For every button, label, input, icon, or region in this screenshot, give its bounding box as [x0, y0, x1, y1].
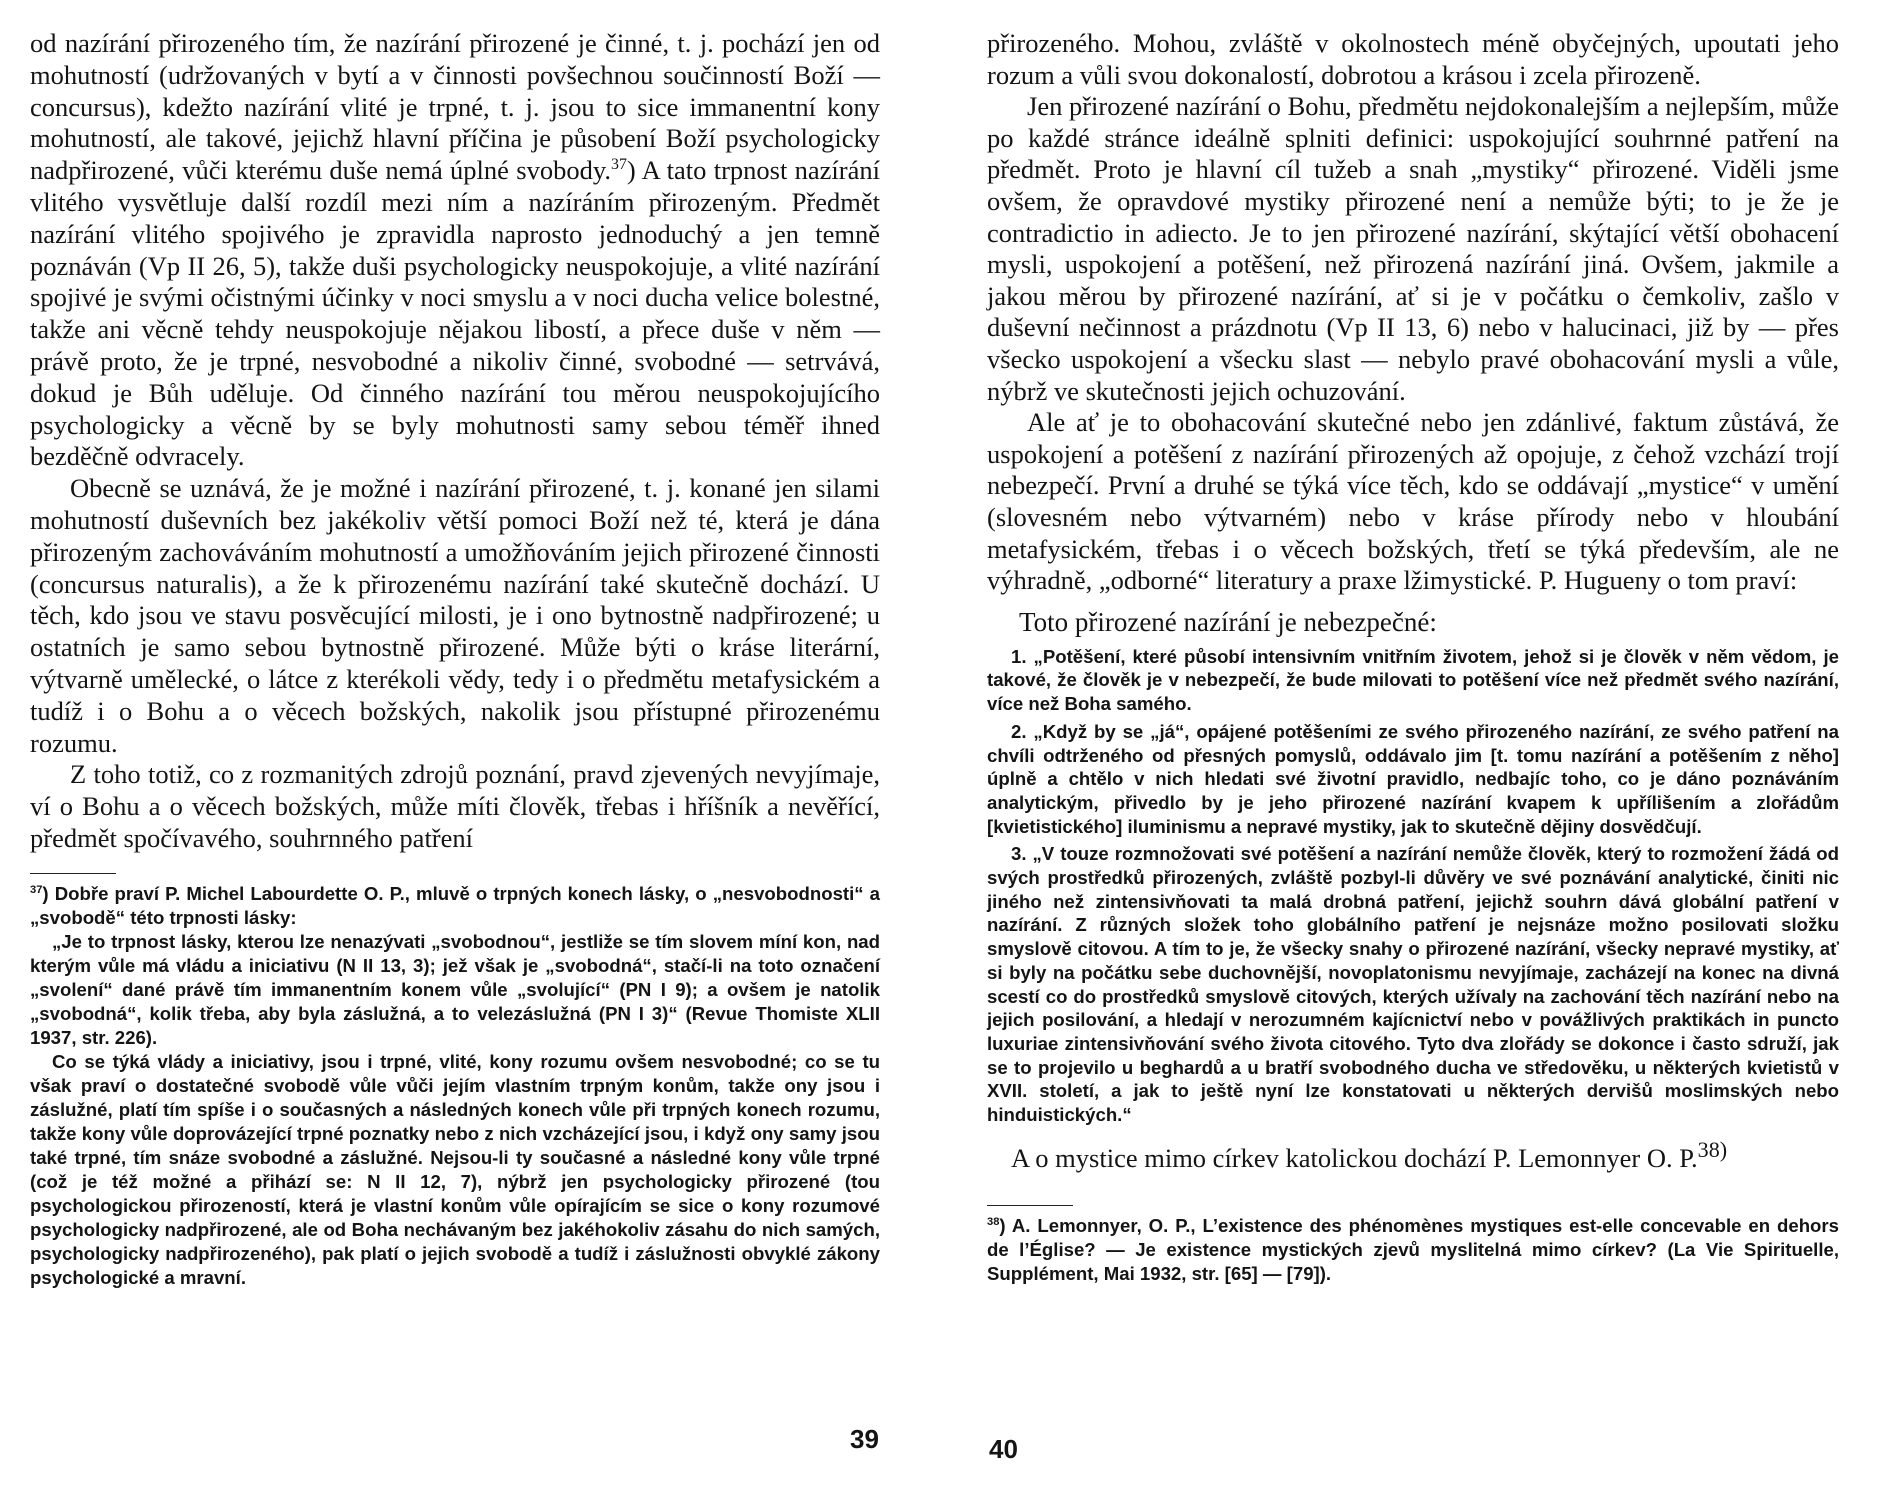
left-page-column [30, 28, 880, 1290]
right-page [939, 0, 1878, 1500]
right-footnotes [987, 1214, 1839, 1286]
left-footnotes [30, 882, 880, 1290]
footnote-divider [987, 1205, 1073, 1206]
footnote-marker: 38 [987, 1215, 1000, 1228]
footnote-paragraph: Co se týká vlády a iniciativy, jsou i trpné, vlité, kony rozumu ovšem nesvobodné; co se tu však praví o dostatečné svobodě vůle vůči jejím vlastním trpným konům, takže ony jsou i záslužné, platí tím spíše i o současných a následných konech vůle při trpných konech rozumu, takže kony vůle doprovázející trpné poznatky nebo z nich vzcházející jsou, i když ony samy jsou také trpné, tím snáze svobodné a záslužné. Nejsou-li ty současné a následné kony vůle trpné (což je též možné a přihází se: N II 12, 7), nýbrž jen psychologicky přirozené (tou psychologickou přirozeností, která je vlastní konům vůle opírajícím se sice o kony rozumové psychologicky nadpřirozené, ale od Boha nechávaným bez jakéhokoliv zásahu do nich samých, psychologicky nadpřirozeného), pak platí o jejich svobodě a tudíž i záslužnosti obvyklé zákony psychologické a mravní. [30, 1050, 880, 1288]
page-number-right: 40 [989, 1434, 1018, 1464]
footnote-ref: 37 [611, 156, 627, 174]
footnote-paragraph: $^{37}$) Dobře praví P. Michel Labourdette O. P., mluvě o trpných konech lásky, o „nesvobodnosti“ a „svobodě“ této trpnosti lásky: [30, 882, 881, 928]
body-paragraph: přirozeného. Mohou, zvláště v okolnostech méně obyčejných, upoutati jeho rozum a vůli svou dokonalostí, dobrotou a krásou i zcela přirozeně. [987, 28, 1839, 90]
right-page-column [987, 28, 1839, 1286]
right-body-text [987, 28, 1839, 597]
quote-item: 3. „V touze rozmnožovati své potěšení a nazírání nemůže člověk, který to rozmožení žádá od svých prostředků přirozených, zvláště pozbyl-li důvěry ve své poznávání analytické, činiti nic jiného než zintensivňovati ta malá drobná patření, jejichž souhrn dává globální patření v nazírání. Z různých složek toho globálního patření je nejsnáze možno posilovati složku smyslově citovou. A tím to je, že všecky snahy o přirozené nazírání, všecky nepravé mystiky, ať si byly na počátku sebe duchovnější, novoplatonismu nevyjímaje, zacházejí na konec na divná scestí co do prostředků smyslově citových, kterých užívaly na zachování těch nazírání nebo na jejich posilování, a hledají v nerozumném kajícnictví nebo v povážlivých praktikách in puncto luxuriae zintensivňování svého života citového. Tyto dva zlořády se dokonce i často sdruží, jak se to projevilo u beghardů a u bratří svobodného ducha ve středověku, u některých kvietistů v XVII. století, a jak to ještě nyní lze konstatovati u některých dervišů moslimských nebo hinduistických.“ [987, 843, 1839, 1126]
quote-heading: Toto přirozené nazírání je nebezpečné: [1019, 606, 1437, 637]
footnote-paragraph: „Je to trpnost lásky, kterou lze nenazývati „svobodnou“, jestliže se tím slovem míní kon, nad kterým vůle má vládu a iniciativu (N II 13, 3); jež však je „svobodná“, stačí-li na toto označení „svolení“ dané právě tím immanentním konem vůle „svolující“ (PN I 9); a ovšem je natolik „svobodná“, kolik třeba, aby byla záslužná, a to velezáslužná (PN I 3)“ (Revue Thomiste XLII 1937, str. 226). [30, 930, 880, 1048]
body-paragraph: od nazírání přirozeného tím, že nazírání přirozené je činné, t. j. pochází jen od mohutností (udržovaných v bytí a v činnosti povšechnou součinností Boží — concursus), kdežto nazírání vlité je trpné, t. j. jsou to sice immanentní kony mohutností, ale takové, jejichž hlavní příčina je působení Boží psychologicky nadpřirozené, vůči kterému duše nemá úplné svobody.$^{37}$) A tato trpnost nazírání vlitého vysvětluje další rozdíl mezi ním a nazíráním přirozeným. Předmět nazírání vlitého spojivého je zpravidla naprosto jednoduchý a jen temně poznáván (Vp II 26, 5), takže duši psychologicky neuspokojuje, a vlité nazírání spojivé je svými očistnými účinky v noci smyslu a v noci ducha velice bolestné, takže ani věcně tehdy neuspokojuje nějakou libostí, a přece duše v něm — právě proto, že je trpné, nesvobodné a nikoliv činné, svobodné — setrvává, dokud je Bůh uděluje. Od činného nazírání tou měrou neuspokojujícího psychologicky a věcně by se byly mohutnosti samy sebou téměř ihned bezděčně odvracely. [30, 28, 880, 472]
quote-item: 1. „Potěšení, které působí intensivním vnitřním životem, jehož si je člověk v něm vědom, je takové, že člověk je v nebezpečí, že bude milovati to potěšení více než předmět svého nazírání, více než Boha samého. [987, 645, 1839, 715]
quote-item: 2. „Když by se „já“, opájené potěšeními ze svého přirozeného nazírání, ze svého patření na chvíli odtrženého od přesných pomyslů, oddávalo jim [t. tomu nazírání a potěšením z něho] úplně a chtělo v nich hledati své životní pravidlo, nedbajíc toho, co je dáno poznáváním analytickým, přivedlo by je jeho přirozené nazírání kvapem k upřílišením a zlořádům [kvietistického] iluminismu a nepravé mystiky, jak to skutečně dějiny dosvědčují. [987, 720, 1839, 837]
footnote-marker: 37 [30, 883, 43, 896]
footnote-paragraph: $^{38}$) A. Lemonnyer, O. P., L’existence des phénomènes mystiques est-elle concevable en dehors de l’Église? — Je existence mystických zjevů myslitelná mimo církev? (La Vie Spirituelle, Supplément, Mai 1932, str. [65] — [79]). [987, 1214, 1839, 1284]
left-body-text [30, 28, 880, 855]
page-number-left: 39 [850, 1424, 879, 1454]
footnote-divider [30, 873, 116, 874]
body-paragraph: Ale ať je to obohacování skutečné nebo jen zdánlivé, faktum zůstává, že uspokojení a potěšení z nazírání přirozených až opojuje, z čehož vzchází trojí nebezpečí. První a druhé se týká více těch, kdo se oddávají „mystice“ v umění (slovesném nebo výtvarném) nebo v kráse přírody nebo v hloubání metafysickém, třebas i o věcech božských, třetí se týká především, ale ne výhradně, „odborné“ literatury a praxe lžimystické. P. Hugueny o tom praví: [987, 407, 1839, 596]
closing-sentence: A o mystice mimo církev katolickou dochází P. Lemonnyer O. P.$^{38)}$ [1011, 1136, 1728, 1173]
body-paragraph: Z toho totiž, co z rozmanitých zdrojů poznání, pravd zjevených nevyjímaje, ví o Bohu a o věcech božských, může míti člověk, třebas i hříšník a nevěřící, předmět spočívavého, souhrnného patření [30, 759, 880, 853]
body-paragraph: Jen přirozené nazírání o Bohu, předmětu nejdokonalejším a nejlepším, může po každé stránce ideálně splniti definici: uspokojující souhrnné patření na předmět. Proto je hlavní cíl tužeb a snah „mystiky“ přirozené. Viděli jsme ovšem, že opravdové mystiky přirozené není a nemůže býti; to je že je contradictio in adiecto. Je to jen přirozené nazírání, skýtající větší obohacení mysli, uspokojení a potěšení, než přirozená nazírání jiná. Ovšem, jakmile a jakou měrou by přirozené nazírání, ať si je v počátku o čemkoliv, zašlo v duševní nečinnost a prázdnotu (Vp II 13, 6) nebo v halucinaci, již by — přes všecko uspokojení a všecku slast — nebylo pravé obohacování mysli a vůle, nýbrž ve skutečnosti jejich ochuzování. [987, 91, 1839, 406]
body-paragraph: Obecně se uznává, že je možné i nazírání přirozené, t. j. konané jen silami mohutností duševních bez jakékoliv větší pomoci Boží než té, která je dána přirozeným zachováváním mohutností a umožňováním jejich přirozené činnosti (concursus naturalis), a že k přirozenému nazírání také skutečně dochází. U těch, kdo jsou ve stavu posvěcující milosti, je i ono bytnostně nadpřirozené; u ostatních je samo sebou bytnostně přirozené. Může býti o kráse literární, výtvarně umělecké, o látce z kterékoli vědy, tedy i o předmětu metafysickém a tudíž i o Bohu a o věcech božských, nakolik jsou přístupné přirozenému rozumu. [30, 473, 880, 758]
quote-list [987, 645, 1839, 1127]
footnote-ref: 38) [1697, 1136, 1728, 1162]
